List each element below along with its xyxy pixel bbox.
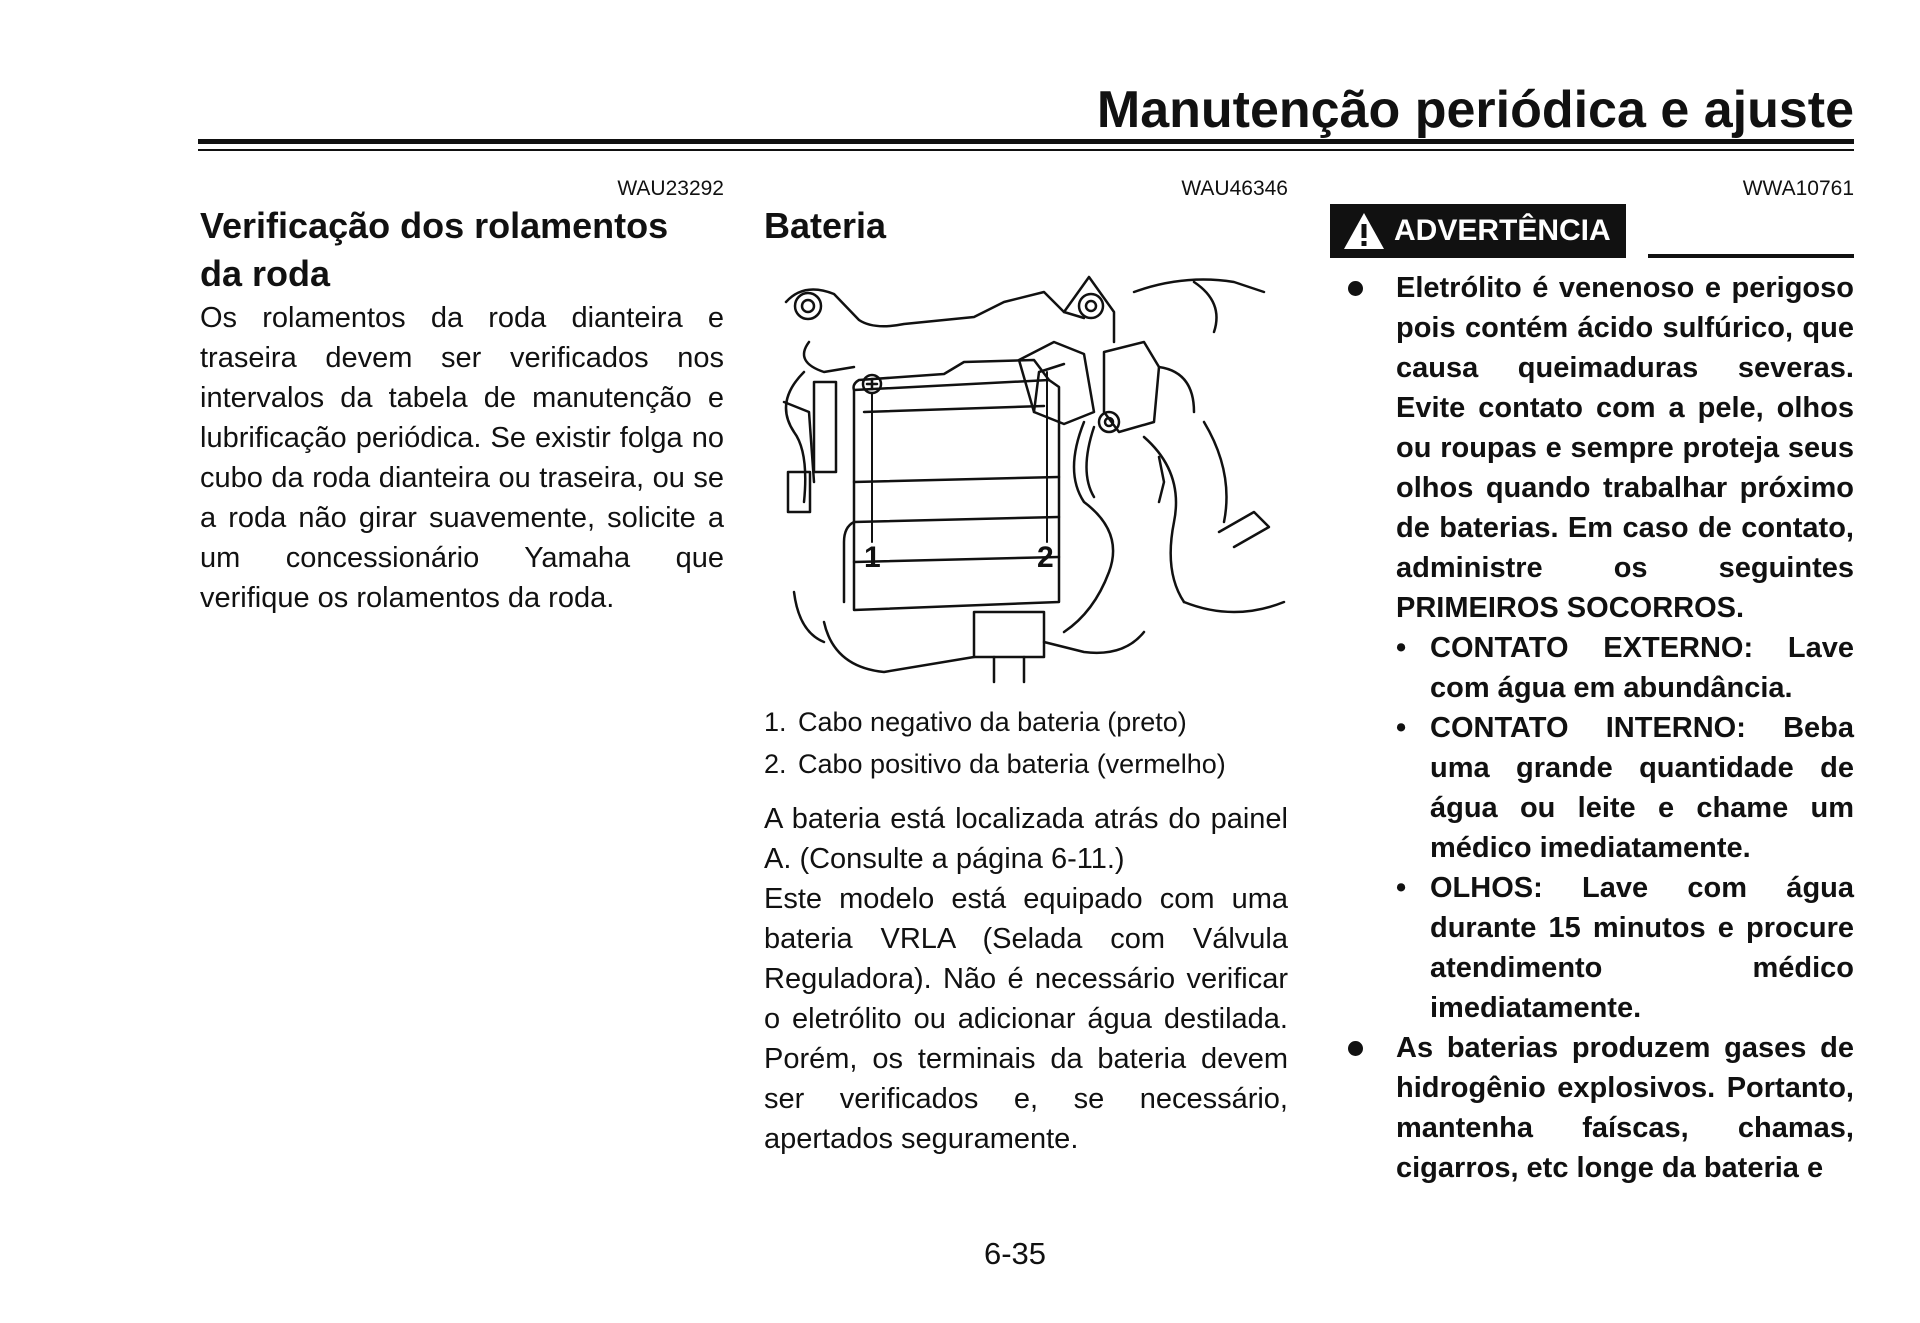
caption-number: 1. [764, 707, 787, 737]
bullet-dot-icon [1330, 268, 1396, 628]
bullet-icon: • [1396, 872, 1407, 904]
bullet-dot-icon [1330, 1028, 1396, 1188]
first-aid-item [1396, 708, 1854, 868]
section-heading-line2: da roda [200, 253, 331, 294]
caption-text: Cabo negativo da bateria (preto) [798, 707, 1187, 737]
caption-number: 2. [764, 749, 787, 779]
page-number: 6-35 [983, 1236, 1047, 1271]
first-aid-item [1396, 628, 1854, 708]
warning-header [1330, 204, 1854, 262]
warning-item-text: Eletrólito é venenoso e perigoso pois contém ácido sulfúrico, que causa queimaduras severas. Evite contato com a pele, olhos ou roupas e sempre proteja seus olhos quando trabalhar próximo de baterias. Em caso de contato, administre os seguintes PRIMEIROS SOCORROS. [1396, 272, 1854, 624]
caption-item [764, 701, 1288, 743]
header-rule-thick [198, 139, 1854, 144]
section-heading [200, 202, 724, 298]
bullet-icon: • [1396, 632, 1407, 664]
figure-captions [764, 701, 1288, 785]
page-title: Manutenção periódica e ajuste [1096, 81, 1854, 139]
warning-item [1330, 268, 1854, 628]
column-battery [764, 176, 1288, 1159]
bullet-icon: • [1396, 712, 1407, 744]
battery-location-text: A bateria está localizada atrás do painel A. (Consulte a página 6-11.) [764, 803, 1288, 875]
figure-label-2: 2 [1037, 541, 1054, 574]
column-wheel-bearings [200, 176, 724, 618]
header-rule-thin [198, 149, 1854, 151]
section-body: Os rolamentos da roda dianteira e traseira devem ser verificados nos intervalos da tabela de manutenção e lubrificação periódica. Se existir folga no cubo da roda dianteira ou traseira, ou se a roda não girar suavemente, solicite a um concessionário Yamaha que verifique os rolamentos da roda. [200, 302, 724, 614]
first-aid-text: OLHOS: Lave com água durante 15 minutos e procure atendimento médico imediatamente. [1430, 872, 1854, 1024]
warning-item-text: As baterias produzem gases de hidrogênio explosivos. Portanto, mantenha faíscas, chamas, cigarros, etc longe da bateria e [1396, 1032, 1854, 1184]
battery-illustration [764, 272, 1288, 686]
first-aid-item [1396, 868, 1854, 1028]
figure-label-1: 1 [864, 541, 881, 574]
warning-code: WWA10761 [1742, 177, 1854, 200]
warning-rule [1648, 254, 1854, 258]
warning-badge [1330, 204, 1626, 258]
caption-text: Cabo positivo da bateria (vermelho) [798, 749, 1226, 779]
caption-item [764, 743, 1288, 785]
first-aid-text: CONTATO EXTERNO: Lave com água em abundância. [1430, 632, 1854, 704]
section-code: WAU46346 [1181, 177, 1288, 200]
section-heading-line1: Verificação dos rolamentos [200, 205, 669, 246]
section-heading: Bateria [764, 205, 887, 246]
section-code: WAU23292 [617, 177, 724, 200]
battery-vrla-text: Este modelo está equipado com uma bateria VRLA (Selada com Válvula Reguladora). Não é necessário verificar o eletrólito ou adicionar água destilada. Porém, os terminais da bateria devem ser verificados e, se necessário, apertados seguramente. [764, 883, 1288, 1155]
warning-triangle-icon [1342, 211, 1386, 251]
warning-list [1330, 268, 1854, 1188]
first-aid-text: CONTATO INTERNO: Beba uma grande quantidade de água ou leite e chame um médico imediatamente. [1430, 712, 1854, 864]
column-warning [1330, 176, 1854, 1188]
warning-item [1330, 1028, 1854, 1188]
first-aid-list [1396, 628, 1854, 1028]
warning-label: ADVERTÊNCIA [1394, 214, 1611, 247]
